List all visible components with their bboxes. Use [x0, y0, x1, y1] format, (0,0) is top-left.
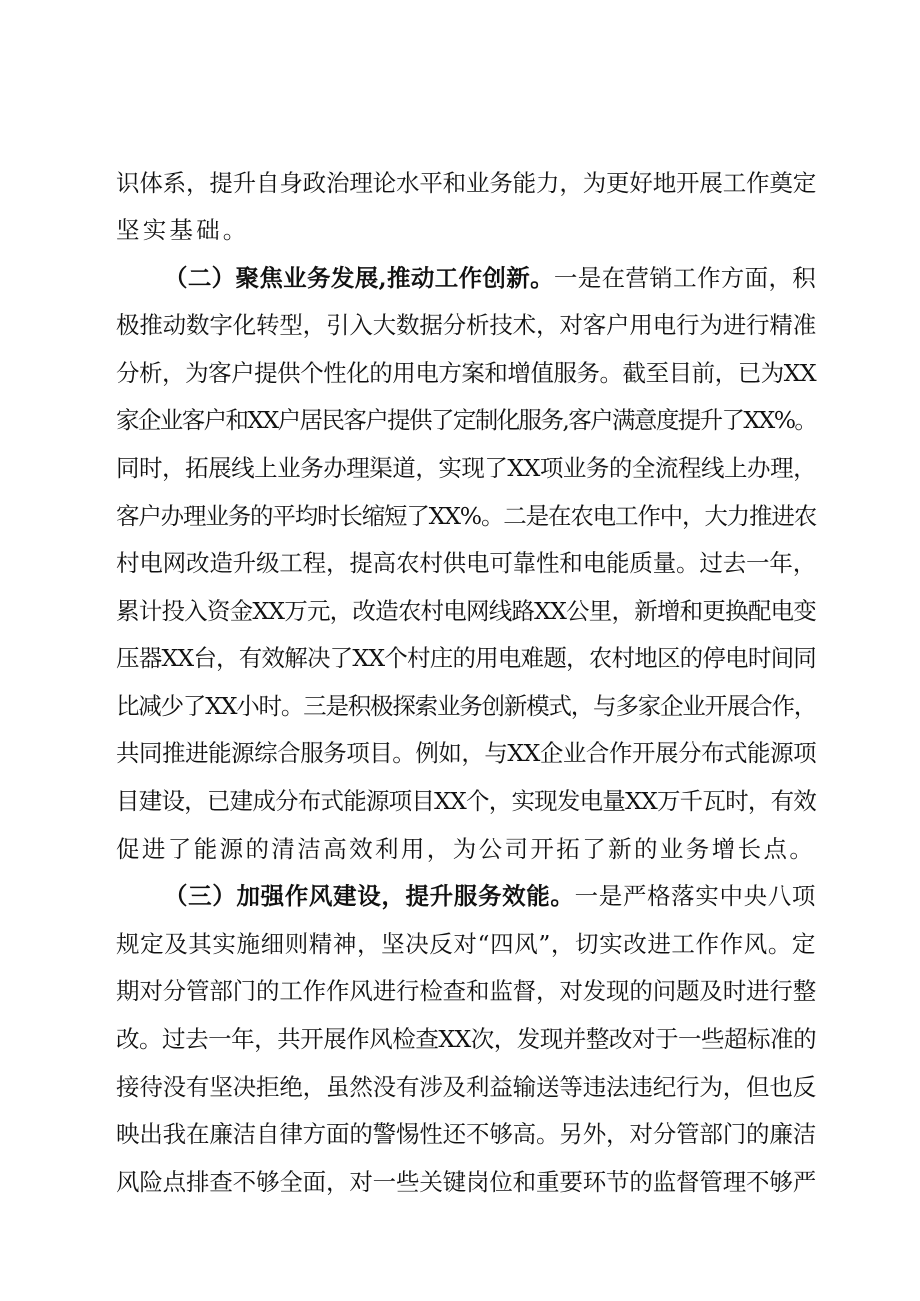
text-segment: 坚实基础。 — [116, 216, 250, 244]
text-segment: 促进了能源的清洁高效利用，为公司开拓了新的业务增长点。 — [116, 835, 816, 863]
section-heading-3: （三）加强作风建设，提升服务效能。 — [164, 882, 575, 910]
section-heading-line — [164, 258, 816, 298]
text-segment: 压器XX台，有效解决了XX个村庄的用电难题，农村地区的停电时间同 — [116, 644, 816, 672]
text-segment: 映出我在廉洁自律方面的警惕性还不够高。另外，对分管部门的廉洁 — [116, 1120, 816, 1148]
text-segment: 村电网改造升级工程，提高农村供电可靠性和电能质量。过去一年， — [116, 549, 816, 577]
text-line — [116, 353, 816, 393]
text-segment: 接待没有坚决拒绝，虽然没有涉及利益输送等违法违纪行为，但也反 — [116, 1073, 816, 1101]
text-segment: 极推动数字化转型，引入大数据分析技术，对客户用电行为进行精准 — [116, 311, 816, 339]
text-line — [116, 210, 816, 250]
text-line — [116, 1114, 816, 1154]
text-line — [116, 496, 816, 536]
text-line — [116, 781, 816, 821]
text-line — [116, 543, 816, 583]
section-heading-2: （二）聚焦业务发展,推动工作创新。 — [164, 264, 554, 292]
text-line — [116, 638, 816, 678]
text-segment: 分析，为客户提供个性化的用电方案和增值服务。截至目前，已为XX — [116, 359, 816, 387]
text-segment: 改。过去一年，共开展作风检查XX次，发现并整改对于一些超标准的 — [116, 1025, 816, 1053]
text-segment: 同时，拓展线上业务办理渠道，实现了XX项业务的全流程线上办理， — [116, 454, 816, 482]
text-line — [116, 1162, 816, 1202]
text-line — [116, 829, 816, 869]
section-heading-line — [164, 876, 816, 916]
text-line — [116, 686, 816, 726]
text-segment: 一是严格落实中央八项 — [574, 882, 817, 910]
text-segment: 比减少了XX小时。三是积极探索业务创新模式，与多家企业开展合作， — [116, 692, 817, 720]
text-line — [116, 305, 816, 345]
text-segment: 累计投入资金XX万元，改造农村电网线路XX公里，新增和更换配电变 — [116, 597, 816, 625]
text-segment: 家企业客户和XX户居民客户提供了定制化服务,客户满意度提升了XX%。 — [116, 406, 817, 434]
text-line — [116, 400, 816, 440]
text-segment: 共同推进能源综合服务项目。例如，与XX企业合作开展分布式能源项 — [116, 739, 816, 767]
text-segment: 客户办理业务的平均时长缩短了XX%。二是在农电工作中，大力推进农 — [116, 502, 816, 530]
text-segment: 目建设，已建成分布式能源项目XX个，实现发电量XX万千瓦时，有效 — [116, 787, 816, 815]
text-line — [116, 448, 816, 488]
text-line — [116, 733, 816, 773]
text-line — [116, 163, 816, 203]
text-segment: 一是在营销工作方面，积 — [553, 264, 816, 292]
text-segment: 风险点排查不够全面，对一些关键岗位和重要环节的监督管理不够严 — [116, 1168, 816, 1196]
text-segment: 识体系，提升自身政治理论水平和业务能力，为更好地开展工作奠定 — [116, 169, 816, 197]
text-segment: 规定及其实施细则精神，坚决反对“四风”，切实改进工作作风。定 — [116, 930, 817, 958]
text-line — [116, 971, 816, 1011]
text-line — [116, 924, 816, 964]
text-line — [116, 1019, 816, 1059]
text-line — [116, 1067, 816, 1107]
text-segment: 期对分管部门的工作作风进行检查和监督，对发现的问题及时进行整 — [116, 977, 816, 1005]
text-line — [116, 591, 816, 631]
